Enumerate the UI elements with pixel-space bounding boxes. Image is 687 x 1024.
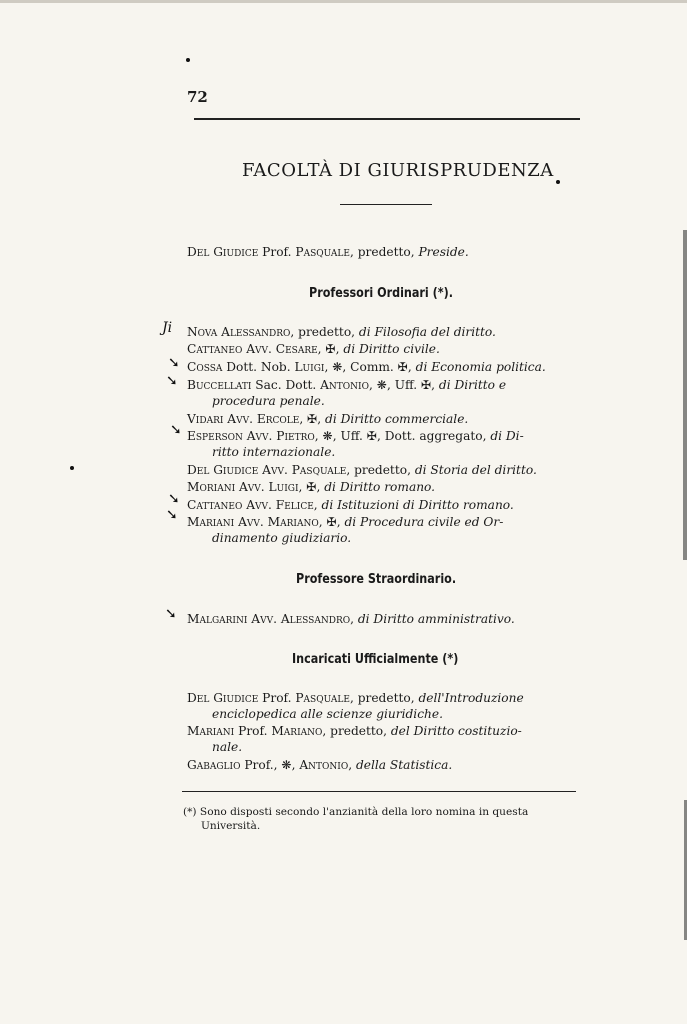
ink-spot (556, 180, 560, 184)
margin-mark: Ji (162, 320, 173, 336)
list-item: Malgarini Avv. Alessandro, di Diritto amministrativo. (187, 612, 515, 626)
list-item-continuation: dinamento giudiziario. (212, 531, 352, 545)
list-item: Mariani Prof. Mariano, predetto, del Diritto costituzio- (187, 724, 522, 738)
scan-right-edge (683, 230, 687, 560)
ink-spot (70, 466, 74, 470)
page-title: FACOLTÀ DI GIURISPRUDENZA (242, 160, 554, 181)
list-item-continuation: procedura penale. (212, 394, 325, 408)
margin-arrow-icon: ➘ (165, 606, 177, 622)
list-item: Vidari Avv. Ercole, ✠, di Diritto commerciale. (187, 412, 469, 426)
footnote (183, 805, 583, 833)
list-item: Buccellati Sac. Dott. Antonio, ❋, Uff. ✠, di Diritto e (187, 378, 507, 392)
footnote-rule (182, 791, 576, 792)
list-item: Gabaglio Prof., ❋, Antonio, della Statistica. (187, 758, 453, 772)
title-rule (340, 204, 432, 205)
scan-top-edge (0, 0, 687, 3)
preside-title: Prof. (262, 245, 292, 259)
preside-name: Del Giudice (187, 245, 259, 259)
list-item: Cattaneo Avv. Felice, di Istituzioni di Diritto romano. (187, 498, 514, 512)
preside-rest: , predetto, (349, 245, 419, 259)
list-item: Mariani Avv. Mariano, ✠, di Procedura civile ed Or- (187, 515, 504, 529)
preside-role: Preside. (418, 245, 469, 259)
margin-arrow-icon: ➘ (166, 507, 178, 523)
margin-arrow-icon: ➘ (168, 355, 180, 371)
list-item-continuation: nale. (212, 740, 243, 754)
list-item-continuation: enciclopedica alle scienze giuridiche. (212, 707, 443, 721)
ink-spot (186, 58, 190, 62)
margin-arrow-icon: ➘ (168, 491, 180, 507)
preside-line (187, 244, 469, 260)
list-item: Cossa Dott. Nob. Luigi, ❋, Comm. ✠, di Economia politica. (187, 360, 546, 374)
footnote-line: (*) Sono disposti secondo l'anzianità della loro nomina in questa (183, 806, 529, 818)
list-item: Moriani Avv. Luigi, ✠, di Diritto romano. (187, 480, 436, 494)
list-item: Cattaneo Avv. Cesare, ✠, di Diritto civile. (187, 342, 440, 356)
footnote-line: Università. (201, 820, 261, 832)
list-item: Nova Alessandro, predetto, di Filosofia del diritto. (187, 325, 496, 339)
page-number: 72 (187, 88, 208, 106)
list-item: Del Giudice Prof. Pasquale, predetto, dell'Introduzione (187, 691, 524, 705)
list-item-continuation: ritto internazionale. (212, 445, 336, 459)
preside-given: Pasquale (295, 245, 350, 259)
header-rule (194, 118, 580, 120)
section-heading-ordinari: Professori Ordinari (*). (309, 286, 453, 301)
section-heading-incaricati: Incaricati Ufficialmente (*) (292, 652, 459, 667)
list-item: Esperson Avv. Pietro, ❋, Uff. ✠, Dott. aggregato, di Di- (187, 429, 524, 443)
section-heading-straordinario: Professore Straordinario. (296, 572, 457, 587)
list-item: Del Giudice Avv. Pasquale, predetto, di Storia del diritto. (187, 463, 537, 477)
margin-arrow-icon: ➘ (170, 422, 182, 438)
margin-arrow-icon: ➘ (166, 373, 178, 389)
